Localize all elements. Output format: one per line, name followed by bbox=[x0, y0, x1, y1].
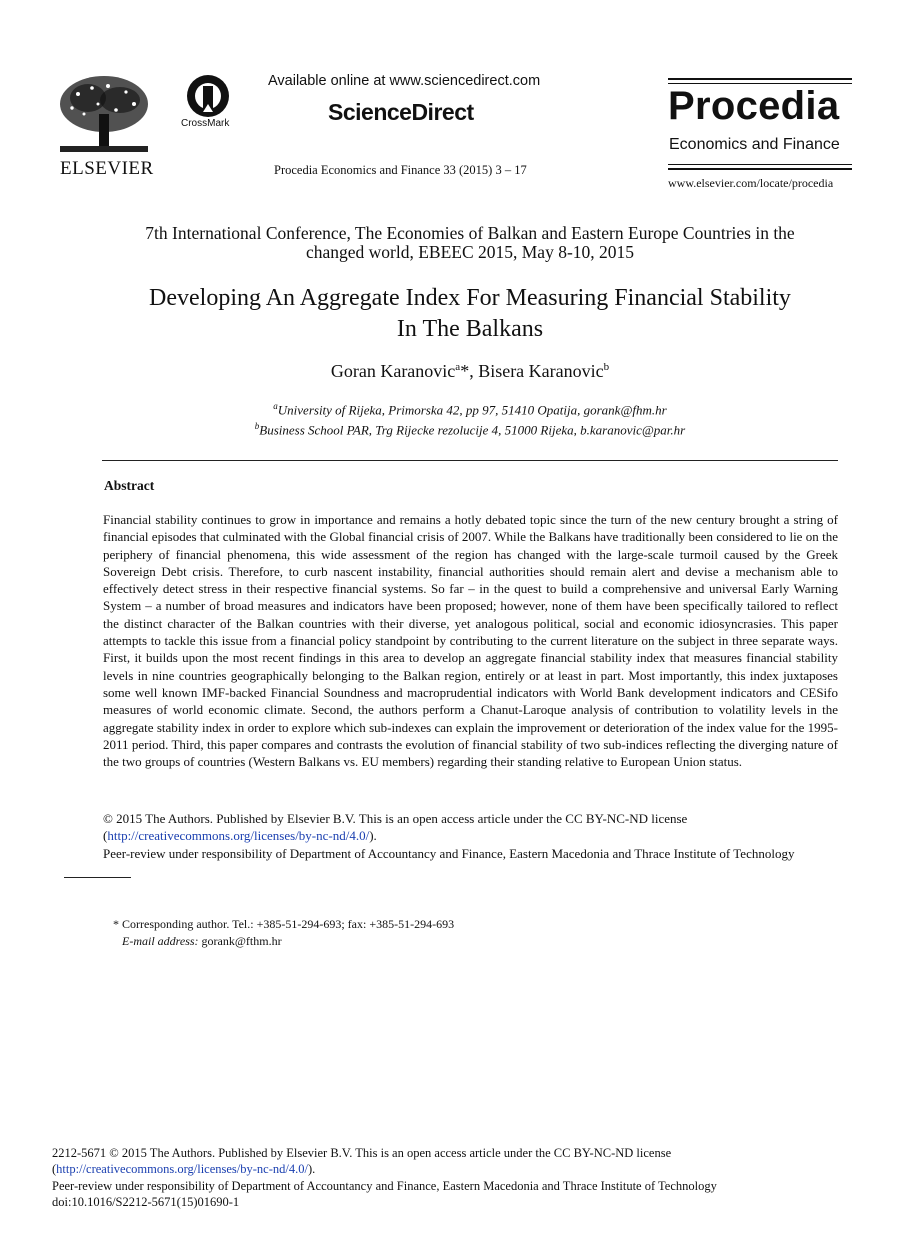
available-online-text[interactable]: Available online at www.sciencedirect.com bbox=[268, 73, 541, 89]
paren: ). bbox=[369, 828, 377, 844]
crossmark-label: CrossMark bbox=[181, 118, 230, 129]
affiliations bbox=[100, 398, 840, 439]
title-line: In The Balkans bbox=[396, 316, 544, 342]
author-affil-mark: a bbox=[455, 361, 461, 373]
email-line bbox=[113, 933, 454, 950]
license-line: © 2015 The Authors. Published by Elsevier B.V. This is an open access article under the CC BY-NC-ND license bbox=[103, 811, 688, 826]
abstract-heading: Abstract bbox=[104, 478, 155, 493]
affiliation-mark: b bbox=[254, 421, 260, 432]
affiliation-text: University of Rijeka, Primorska 42, pp 97, 51410 Opatija, gorank@fhm.hr bbox=[277, 402, 667, 418]
license-url-line bbox=[52, 1161, 872, 1177]
paren: ( bbox=[52, 1162, 57, 1177]
license-url-line bbox=[103, 827, 843, 844]
affiliation-line bbox=[100, 418, 840, 438]
procedia-logo-subtitle: Economics and Finance bbox=[669, 136, 840, 153]
author-name: Bisera Karanovic bbox=[478, 361, 604, 381]
sciencedirect-brand[interactable]: ScienceDirect bbox=[328, 99, 474, 125]
author-list bbox=[100, 361, 840, 382]
procedia-logo-title: Procedia bbox=[668, 84, 840, 128]
journal-citation: Procedia Economics and Finance 33 (2015) 3 – 17 bbox=[274, 163, 527, 177]
procedia-rule bbox=[668, 168, 852, 170]
paper-title bbox=[90, 283, 850, 345]
corresponding-mark: *, bbox=[460, 361, 479, 381]
title-line: Developing An Aggregate Index For Measuring Financial Stability bbox=[149, 285, 791, 311]
conference-name bbox=[100, 224, 840, 262]
peer-review-line: Peer-review under responsibility of Department of Accountancy and Finance, Eastern Macedonia and Thrace Institute of Technology bbox=[52, 1178, 717, 1193]
doi-line[interactable]: doi:10.1016/S2212-5671(15)01690-1 bbox=[52, 1195, 240, 1210]
email-label: E-mail address: bbox=[122, 934, 199, 948]
corresponding-author-note: * Corresponding author. Tel.: +385-51-294-693; fax: +385-51-294-693 bbox=[113, 917, 455, 931]
copyright-footer bbox=[52, 1145, 872, 1211]
conference-line: changed world, EBEEC 2015, May 8-10, 2015 bbox=[305, 242, 635, 262]
paren: ( bbox=[103, 828, 108, 844]
license-link[interactable]: http://creativecommons.org/licenses/by-nc-nd/4.0/ bbox=[107, 828, 370, 844]
email-address[interactable]: gorank@fthm.hr bbox=[198, 934, 282, 948]
license-block bbox=[103, 810, 843, 862]
affiliation-text: Business School PAR, Trg Rijecke rezolucije 4, 51000 Rijeka, b.karanovic@par.hr bbox=[259, 422, 686, 438]
issn-line: 2212-5671 © 2015 The Authors. Published by Elsevier B.V. This is an open access article under the CC BY-NC-ND license bbox=[52, 1146, 672, 1160]
abstract-body: Financial stability continues to grow in importance and remains a hotly debated topic since the turn of the new century brought a string of financial episodes that culminated with the Global financial crisis of 2007. While the Balkans have traditionally been considered to lie on the periphery of financial phenomena, this wide assessment of the region has changed with the large-scale turmoil caused by the Greek Sovereign Debt crisis. Therefore, to curb nascent instability, financial authorities should remain alert and devise a mechanism able to effectively detect stress in their respective financial systems. So far – in the quest to build a comprehensive and universal Early Warning System – a number of broad measures and indicators have been proposed; however, none of them have been specifically tailored to reflect the distinct character of the Balkan countries with their diverse, yet analogous political, social and economic idiosyncrasies. This paper attempts to tackle this issue from a financial policy standpoint by contributing to the current literature on the subject in three separate ways. First, it builds upon the most recent findings in this area to develop an aggregate financial stability index that measures financial stability levels in nine countries geographically belonging to the Balkan region, entirely or at least in part. Most importantly, this index juxtaposes some well known IMF-backed Financial Soundness and macroprudential indicators with World Bank development indicators and CESifo measures of world economic climate. Second, the authors perform a Chanut-Laroque analysis of contribution to volatility levels in the aggregate stability index in order to explore which sub-indexes can explain the improvement or deterioration of the index value for the 1995-2011 period. Third, this paper compares and contrasts the evolution of financial stability of two sub-indices reflecting the diverging nature of the two groups of countries (Western Balkans vs. EU members) regarding their standing relative to European Union status. bbox=[103, 512, 838, 770]
author-affil-mark: b bbox=[603, 361, 610, 373]
affiliation-mark: a bbox=[273, 401, 278, 411]
peer-review-line: Peer-review under responsibility of Department of Accountancy and Finance, Eastern Macedonia and Thrace Institute of Technology bbox=[103, 845, 795, 861]
procedia-url[interactable]: www.elsevier.com/locate/procedia bbox=[668, 176, 834, 190]
author-name: Goran Karanovic bbox=[330, 361, 456, 381]
paren: ). bbox=[307, 1162, 316, 1177]
procedia-rule bbox=[668, 78, 852, 80]
conference-line: 7th International Conference, The Economies of Balkan and Eastern Europe Countries in the bbox=[145, 223, 795, 243]
license-link[interactable]: http://creativecommons.org/licenses/by-nc-nd/4.0/ bbox=[56, 1162, 308, 1177]
elsevier-wordmark: ELSEVIER bbox=[60, 158, 154, 179]
affiliation-line bbox=[100, 398, 840, 418]
footnote-rule bbox=[64, 877, 131, 878]
footnote bbox=[113, 916, 454, 950]
section-divider bbox=[102, 460, 838, 461]
procedia-rule bbox=[668, 164, 852, 165]
